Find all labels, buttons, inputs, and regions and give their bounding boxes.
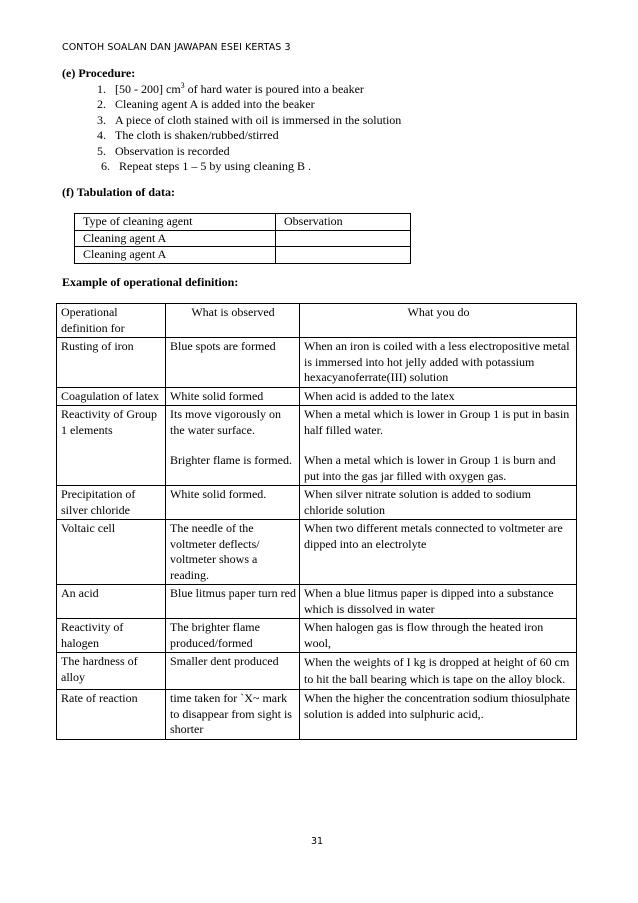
table-row	[57, 406, 577, 486]
table-cell: When the higher the concentration sodium thiosulphate solution is added into sulphuric acid,.	[300, 690, 577, 740]
table-cell: When an iron is coiled with a less electropositive metal is immersed into hot jelly added with potassium hexacyanoferrate(III) solution	[300, 338, 577, 388]
table-row	[57, 585, 577, 619]
table-cell: When two different metals connected to voltmeter are dipped into an electrolyte	[300, 520, 577, 585]
table-cell: Cleaning agent A	[75, 247, 276, 264]
table-cell: Its move vigorously on the water surface. Brighter flame is formed.	[166, 406, 300, 486]
procedure-step: 2. Cleaning agent A is added into the beaker	[97, 97, 315, 111]
table-cell: Precipitation of silver chloride	[57, 486, 166, 520]
table-row	[57, 486, 577, 520]
table-cell	[276, 230, 411, 247]
tabulation-title: (f) Tabulation of data:	[62, 185, 176, 199]
procedure-step: 3. A piece of cloth stained with oil is immersed in the solution	[97, 112, 402, 127]
table-cell: When a metal which is lower in Group 1 is put in basin half filled water. When a metal which is lower in Group 1 is burn and put into the gas jar filled with oxygen gas.	[300, 406, 577, 486]
procedure-step: 4. The cloth is shaken/rubbed/stirred	[97, 128, 279, 142]
table-row	[57, 338, 577, 388]
table-cell: White solid formed	[166, 387, 300, 406]
page-number: 31	[311, 836, 324, 847]
table-cell: The brighter flame produced/formed	[166, 619, 300, 653]
table-cell: When the weights of I kg is dropped at height of 60 cm to hit the ball bearing which is tape on the alloy block.	[300, 653, 577, 690]
procedure-section	[62, 66, 582, 175]
column-header: What you do	[300, 304, 577, 338]
table-cell: Blue spots are formed	[166, 338, 300, 388]
table-header-row	[75, 214, 411, 231]
column-header: Type of cleaning agent	[75, 214, 276, 231]
table-header-row	[57, 304, 577, 338]
table-cell: The hardness of alloy	[57, 653, 166, 690]
table-cell: The needle of the voltmeter deflects/ voltmeter shows a reading.	[166, 520, 300, 585]
table-cell: Smaller dent produced	[166, 653, 300, 690]
table-row	[75, 247, 411, 264]
table-cell: Blue litmus paper turn red	[166, 585, 300, 619]
table-cell: When halogen gas is flow through the heated iron wool,	[300, 619, 577, 653]
table-cell: Cleaning agent A	[75, 230, 276, 247]
table-cell: Reactivity of halogen	[57, 619, 166, 653]
table-cell: White solid formed.	[166, 486, 300, 520]
table-cell: An acid	[57, 585, 166, 619]
table-cell: Voltaic cell	[57, 520, 166, 585]
procedure-steps	[62, 82, 582, 175]
table-cell: Reactivity of Group 1 elements	[57, 406, 166, 486]
table-row	[75, 230, 411, 247]
table-cell: When silver nitrate solution is added to sodium chloride solution	[300, 486, 577, 520]
table-cell: Rusting of iron	[57, 338, 166, 388]
tabulation-table	[74, 213, 411, 264]
table-cell: time taken for `X~ mark to disappear from sight is shorter	[166, 690, 300, 740]
procedure-step: 5. Observation is recorded	[97, 143, 230, 158]
table-row	[57, 520, 577, 585]
table-cell: Coagulation of latex	[57, 387, 166, 406]
procedure-title: (e) Procedure:	[62, 66, 136, 80]
operational-definition-table	[56, 303, 577, 740]
column-header: What is observed	[166, 304, 300, 338]
table-cell: When a blue litmus paper is dipped into a substance which is dissolved in water	[300, 585, 577, 619]
column-header: Operational definition for	[57, 304, 166, 338]
procedure-step: 1. [50 - 200] $cm^3$ of hard water is poured into a beaker	[97, 80, 364, 96]
table-row	[57, 619, 577, 653]
procedure-step: 6. Repeat steps 1 – 5 by using cleaning B .	[101, 159, 311, 173]
table-cell	[276, 247, 411, 264]
page-header: CONTOH SOALAN DAN JAWAPAN ESEI KERTAS 3	[62, 42, 291, 53]
table-row	[57, 690, 577, 740]
table-cell: When acid is added to the latex	[300, 387, 577, 406]
table-cell: Rate of reaction	[57, 690, 166, 740]
column-header: Observation	[276, 214, 411, 231]
operational-title: Example of operational definition:	[62, 275, 239, 289]
table-row	[57, 387, 577, 406]
table-row	[57, 653, 577, 690]
